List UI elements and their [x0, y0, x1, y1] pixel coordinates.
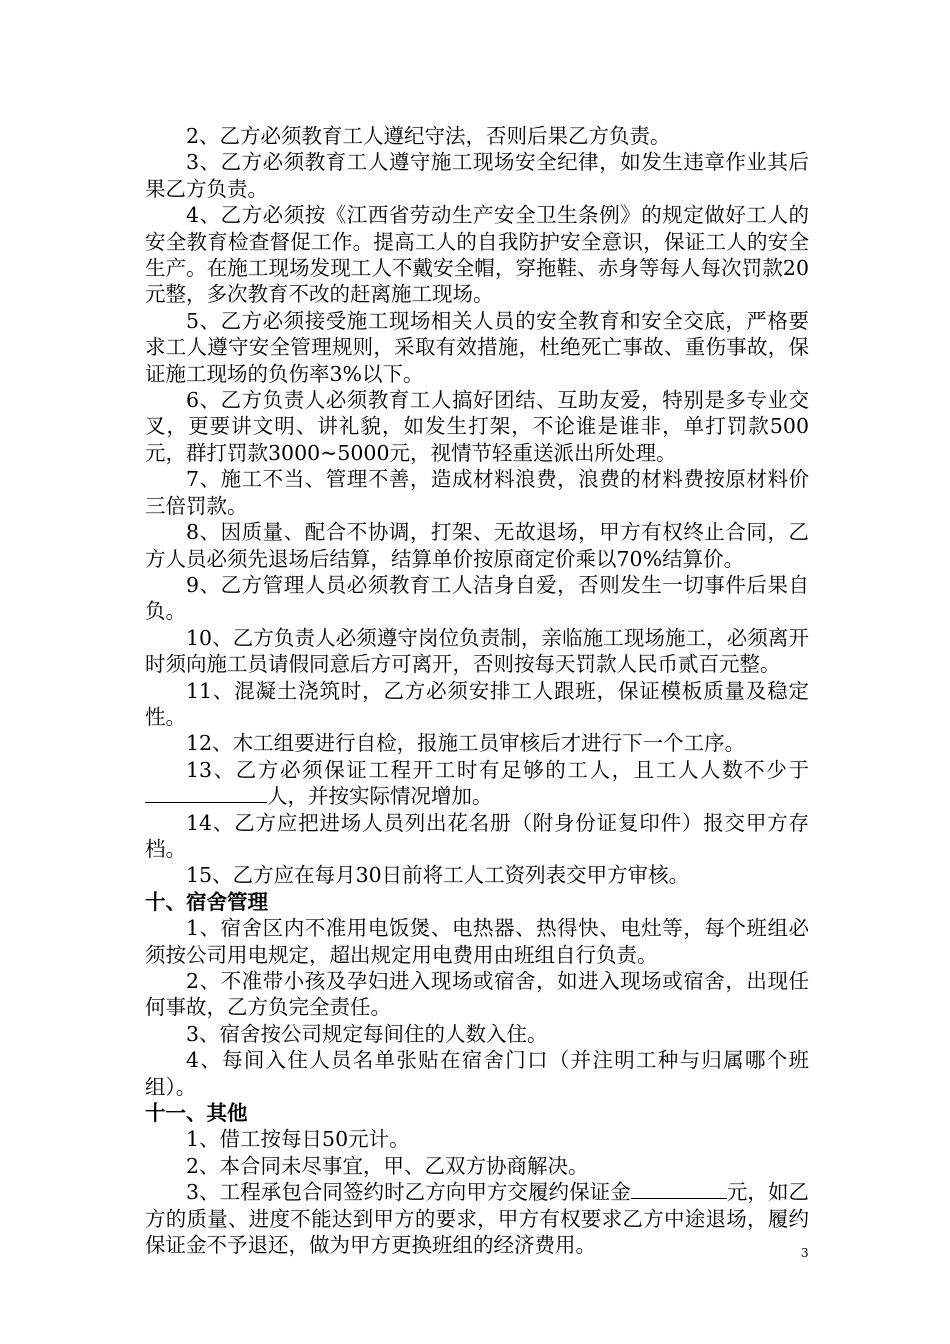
clause-11-3: [145, 1179, 809, 1258]
clause-9-8: 8、因质量、配合不协调，打架、无故退场，甲方有权终止合同，乙方人员必须先退场后结算，结算单价按原商定价乘以70%结算价。: [145, 520, 809, 571]
clause-11-1: 1、借工按每日50元计。: [186, 1127, 410, 1152]
clause-10-3: 3、宿舍按公司规定每间住的人数入住。: [186, 1021, 548, 1046]
clause-11-3-text-before: 3、工程承包合同签约时乙方向甲方交履约保证金: [186, 1180, 631, 1205]
clause-10-1: 1、宿舍区内不准用电饭煲、电热器、热得快、电灶等，每个班组必须按公司用电规定，超出规定用电费用由班组自行负责。: [145, 916, 809, 967]
clause-11-3-text-after: 元，如乙方的质量、进度不能达到甲方的要求，甲方有权要求乙方中途退场，履约保证金不予退还，做为甲方更换班组的经济费用。: [145, 1180, 810, 1258]
clause-9-13: [145, 757, 809, 810]
section-10-heading: 十、宿舍管理: [145, 889, 268, 914]
deposit-amount-blank: [631, 1180, 727, 1199]
clause-9-4: 4、乙方必须按《江西省劳动生产安全卫生条例》的规定做好工人的安全教育检查督促工作。提高工人的自我防护安全意识，保证工人的安全生产。在施工现场发现工人不戴安全帽，穿拖鞋、赤身等每人每次罚款20元整，多次教育不改的赶离施工现场。: [145, 203, 809, 307]
clause-9-11: 11、混凝土浇筑时，乙方必须安排工人跟班，保证模板质量及稳定性。: [145, 678, 809, 729]
section-11-heading: 十一、其他: [145, 1101, 248, 1126]
clause-11-2: 2、本合同未尽事宜，甲、乙双方协商解决。: [186, 1153, 589, 1178]
document-body: [145, 123, 809, 1258]
clause-9-13-text-after: 人，并按实际情况增加。: [267, 784, 493, 809]
clause-9-14: 14、乙方应把进场人员列出花名册（附身份证复印件）报交甲方存档。: [145, 810, 809, 861]
clause-9-15: 15、乙方应在每月30日前将工人工资列表交甲方审核。: [186, 863, 690, 888]
clause-9-2: 2、乙方必须教育工人遵纪守法，否则后果乙方负责。: [186, 124, 671, 148]
clause-10-2: 2、不准带小孩及孕妇进入现场或宿舍，如进入现场或宿舍，出现任何事故，乙方负完全责任。: [145, 969, 809, 1020]
worker-count-blank: [145, 784, 267, 803]
clause-9-9: 9、乙方管理人员必须教育工人洁身自爱，否则发生一切事件后果自负。: [145, 572, 809, 624]
clause-10-4: 4、每间入住人员名单张贴在宿舍门口（并注明工种与归属哪个班组）。: [145, 1048, 809, 1099]
clause-9-5: 5、乙方必须接受施工现场相关人员的安全教育和安全交底，严格要求工人遵守安全管理规则，采取有效措施，杜绝死亡事故、重伤事故，保证施工现场的负伤率3%以下。: [145, 308, 809, 386]
clause-9-7: 7、施工不当、管理不善，造成材料浪费，浪费的材料费按原材料价三倍罚款。: [145, 467, 809, 518]
clause-9-13-text-before: 13、乙方必须保证工程开工时有足够的工人，且工人人数不少于: [186, 757, 809, 782]
clause-9-12: 12、木工组要进行自检，报施工员审核后才进行下一个工序。: [186, 731, 746, 756]
clause-9-6: 6、乙方负责人必须教育工人搞好团结、互助友爱，特别是多专业交叉，更要讲文明、讲礼貌，如发生打架，不论谁是谁非，单打罚款500元，群打罚款3000~5000元，视情节轻重送派出所处理。: [145, 388, 809, 465]
clause-9-10: 10、乙方负责人必须遵守岗位负责制，亲临施工现场施工，必须离开时须向施工员请假同意后方可离开，否则按每天罚款人民币贰百元整。: [145, 625, 809, 677]
clause-9-3: 3、乙方必须教育工人遵守施工现场安全纪律，如发生违章作业其后果乙方负责。: [145, 150, 809, 201]
page-number: 3: [801, 1246, 809, 1260]
